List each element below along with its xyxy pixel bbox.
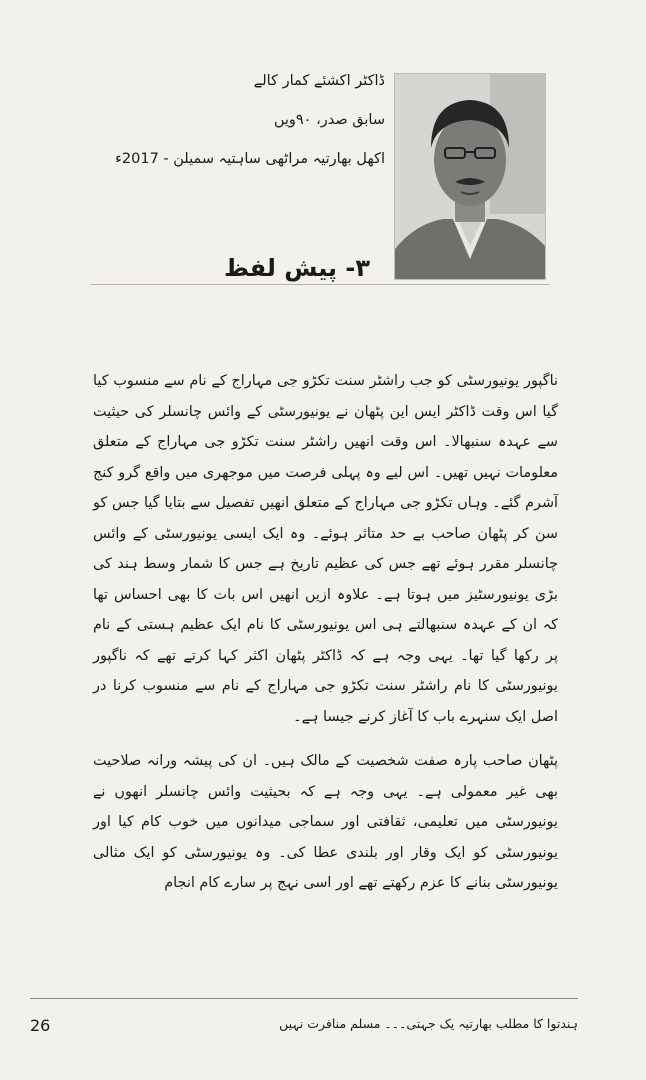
- title-divider: [90, 284, 550, 285]
- body-text: [93, 366, 558, 899]
- body-paragraph: ناگپور یونیورسٹی کو جب راشٹر سنت تکڑو جی مہاراج کے نام سے منسوب کیا گیا اس وقت ڈاکٹر ایس این پٹھان نے یونیورسٹی کے وائس چانسلر کی حیثیت سے عہدہ سنبھالا۔ اس وقت انھیں راشٹر سنت تکڑو جی مہاراج کے متعلق معلومات نہیں تھیں۔ اس لیے وہ پہلی فرصت میں موجھری میں واقع گرو کنج آشرم گئے۔ وہاں تکڑو جی مہاراج کے متعلق انھیں تفصیل سے بتایا گیا جس کو سن کر پٹھان صاحب بے حد متاثر ہوئے۔ وہ ایک ایسی یونیورسٹی کے وائس چانسلر مقرر ہوئے تھے جس کی عظیم تاریخ ہے جس کا شمار وسط ہند کی بڑی یونیورسٹیز میں ہوتا ہے۔ علاوہ ازیں انھیں اس بات کا بھی احساس تھا کہ ان کے عہدہ سنبھالتے ہی اس یونیورسٹی کا نام ایک عظیم ہستی کے نام پر رکھا گیا تھا۔ یہی وجہ ہے کہ ڈاکٹر پٹھان اکثر کہا کرتے تھے کہ ناگپور یونیورسٹی کا نام راشٹر سنت تکڑو جی مہاراج کے نام سے منسوب کرنا در اصل ایک سنہرے باب کا آغاز کرنے جیسا ہے۔: [93, 373, 558, 725]
- author-photo: [394, 73, 546, 280]
- author-role: سابق صدر، ۹۰ویں: [273, 112, 385, 128]
- body-paragraph: پٹھان صاحب پارہ صفت شخصیت کے مالک ہیں۔ ان کی پیشہ ورانہ صلاحیت بھی غیر معمولی ہے۔ یہی وجہ ہے کہ بحیثیت وائس چانسلر انھوں نے یونیورسٹی میں تعلیمی، ثقافتی اور سماجی میدانوں میں خوب کام کیا اور یونیورسٹی کو ایک وقار اور بلندی عطا کی۔ وہ یونیورسٹی کو ایک مثالی یونیورسٹی بنانے کا عزم رکھتے تھے اور اسی نہج پر سارے کام انجام: [93, 753, 558, 891]
- author-event: اکھل بھارتیہ مراٹھی ساہتیہ سمیلن - 2017ء: [115, 151, 385, 167]
- author-name: ڈاکٹر اکشئے کمار کالے: [253, 73, 385, 89]
- running-footer: ہندتوا کا مطلب بھارتیہ یک جہتی۔۔۔ مسلم منافرت نہیں: [279, 1016, 578, 1031]
- footer-divider: [30, 998, 578, 999]
- page-number: 26: [30, 1016, 51, 1035]
- section-title: ۳- پیش لفظ: [223, 254, 370, 282]
- page-footer: [30, 1012, 578, 1042]
- author-credit: [115, 72, 385, 189]
- author-portrait-illustration: [395, 74, 545, 279]
